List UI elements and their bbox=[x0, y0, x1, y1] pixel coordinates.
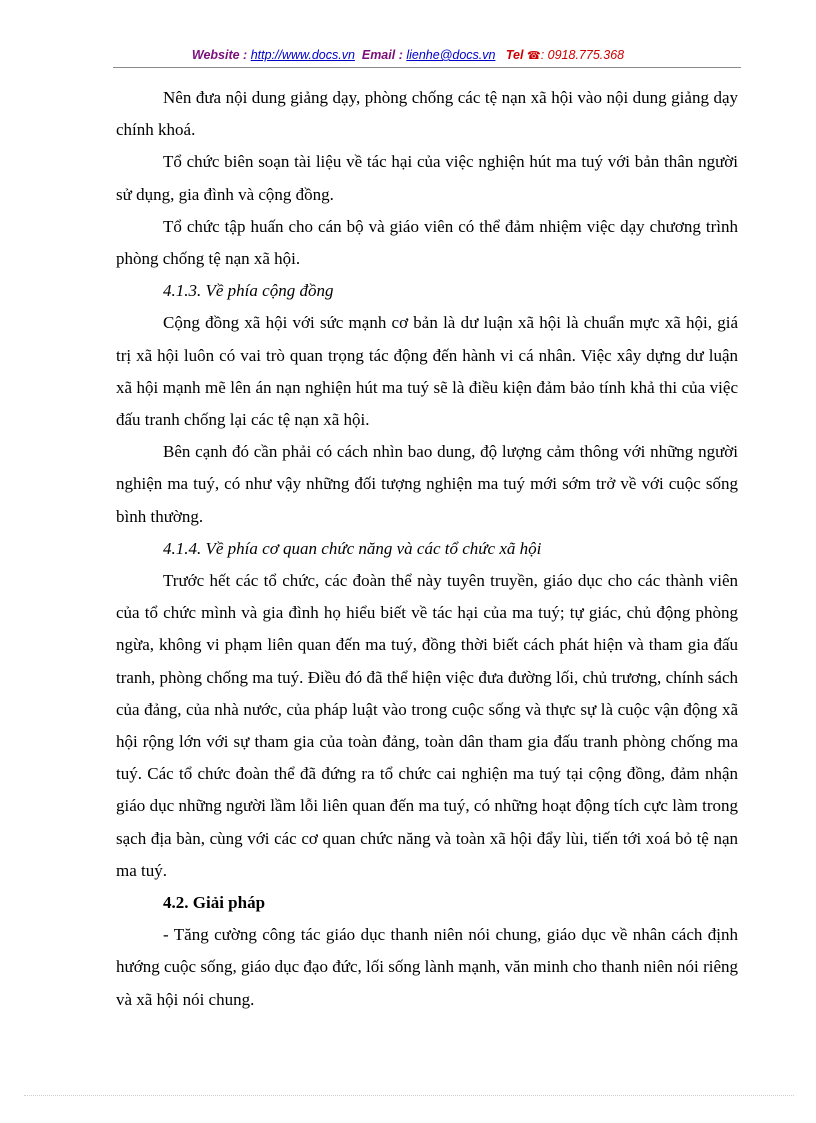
email-label: Email bbox=[361, 48, 396, 62]
website-link[interactable]: http://www.docs.vn bbox=[250, 48, 355, 62]
paragraph: - Tăng cường công tác giáo dục thanh niên nói chung, giáo dục về nhân cách định hướng cuộc sống, giáo dục đạo đức, lối sống lành mạnh, văn minh cho thanh niên nói riêng và xã hội nói chung. bbox=[116, 925, 738, 1009]
paragraph: Bên cạnh đó cần phải có cách nhìn bao dung, độ lượng cảm thông với những người nghiện ma tuý, có như vậy những đối tượng nghiện ma tuý mới sớm trở về với cuộc sống bình thường. bbox=[116, 442, 738, 526]
email-separator: : bbox=[395, 48, 407, 62]
footer-divider bbox=[24, 1095, 794, 1096]
document-body bbox=[116, 82, 738, 1016]
section-heading-4-1-3: 4.1.3. Về phía cộng đồng bbox=[163, 281, 334, 301]
phone-icon: ☎ bbox=[526, 50, 541, 62]
page-header bbox=[0, 47, 816, 64]
paragraph: Nên đưa nội dung giảng dạy, phòng chống các tệ nạn xã hội vào nội dung giảng dạy chính khoá. bbox=[116, 88, 738, 140]
paragraph: Tổ chức tập huấn cho cán bộ và giáo viên có thể đảm nhiệm việc dạy chương trình phòng chống tệ nạn xã hội. bbox=[116, 216, 738, 269]
section-heading-4-1-4: 4.1.4. Về phía cơ quan chức năng và các tổ chức xã hội bbox=[163, 538, 542, 558]
tel-label: Tel bbox=[505, 48, 524, 62]
phone-number: : 0918.775.368 bbox=[540, 48, 625, 62]
section-heading-4-2: 4.2. Giải pháp bbox=[163, 893, 266, 913]
website-separator: : bbox=[239, 48, 251, 62]
header-divider bbox=[113, 67, 741, 68]
paragraph: Tổ chức biên soạn tài liệu về tác hại của việc nghiện hút ma tuý với bản thân người sử dụng, gia đình và cộng đồng. bbox=[116, 152, 738, 204]
website-label: Website bbox=[191, 48, 240, 62]
paragraph: Trước hết các tổ chức, các đoàn thể này tuyên truyền, giáo dục cho các thành viên của tổ chức mình và gia đình họ hiểu biết về tác hại của ma tuý; tự giác, chủ động phòng ngừa, không vi phạm liên quan đến ma tuý, đồng thời biết cách phát hiện và tham gia đấu tranh, phòng chống ma tuý. Điều đó đã thể hiện việc đưa đường lối, chủ trương, chính sách của đảng, của nhà nước, của pháp luật vào trong cuộc sống và thực sự là cuộc vận động xã hội rộng lớn với sự tham gia của toàn đảng, toàn dân tham gia đấu tranh phòng chống ma tuý. Các tổ chức đoàn thể đã đứng ra tổ chức cai nghiện ma tuý tại cộng đồng, đảm nhận giáo dục những người lầm lỗi liên quan đến ma tuý, có những hoạt động tích cực làm trong sạch địa bàn, cùng với các cơ quan chức năng và toàn xã hội đẩy lùi, tiến tới xoá bỏ tệ nạn ma tuý. bbox=[116, 571, 738, 880]
paragraph: Cộng đồng xã hội với sức mạnh cơ bản là dư luận xã hội là chuẩn mực xã hội, giá trị xã hội luôn có vai trò quan trọng tác động đến hành vi cá nhân. Việc xây dựng dư luận xã hội mạnh mẽ lên án nạn nghiện hút ma tuý sẽ là điều kiện đảm bảo tính khả thi của việc đấu tranh chống lại các tệ nạn xã hội. bbox=[116, 313, 738, 430]
email-link[interactable]: lienhe@docs.vn bbox=[406, 48, 496, 62]
